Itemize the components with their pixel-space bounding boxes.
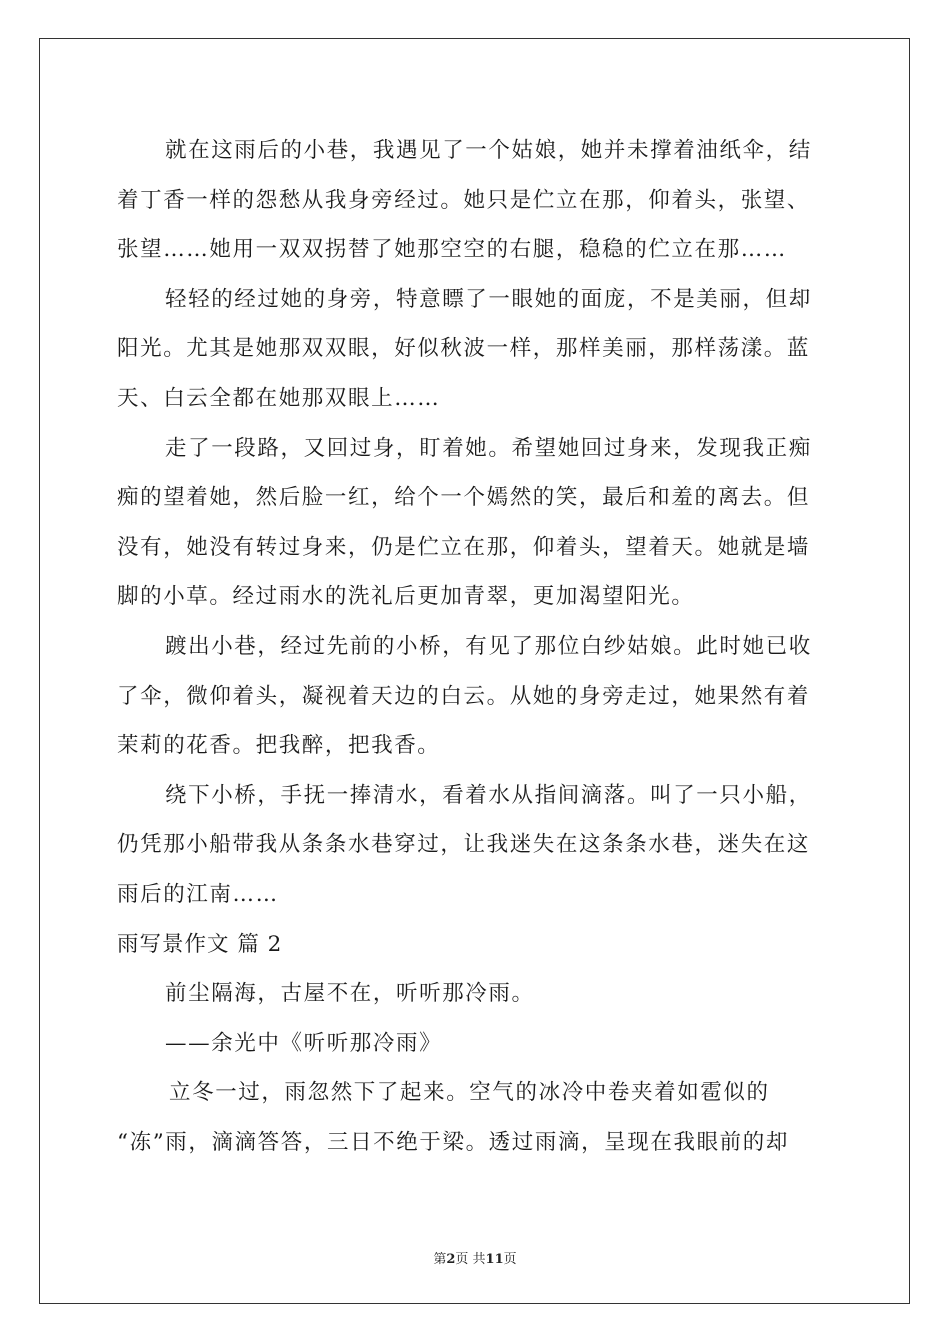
paragraph-line: 没有，她没有转过身来，仍是伫立在那，仰着头，望着天。她就是墙 [117, 534, 811, 560]
paragraph-line: 阳光。尤其是她那双双眼，好似秋波一样，那样美丽，那样荡漾。蓝 [117, 336, 811, 362]
paragraph-line: 天、白云全都在她那双眼上…… [117, 385, 441, 411]
paragraph-line: 走了一段路，又回过身，盯着她。希望她回过身来，发现我正痴 [165, 435, 812, 461]
paragraph-line: 茉莉的花香。把我醉，把我香。 [117, 733, 441, 759]
footer-total-pages: 11 [485, 1252, 504, 1267]
paragraph-line: 立冬一过，雨忽然下了起来。空气的冰冷中卷夹着如雹似的 [169, 1080, 770, 1106]
epigraph-line: 前尘隔海，古屋不在，听听那冷雨。 [165, 981, 535, 1007]
paragraph-line: 张望……她用一双双拐替了她那空空的右腿，稳稳的伫立在那…… [117, 237, 787, 263]
paragraph-line: 轻轻的经过她的身旁，特意瞟了一眼她的面庞，不是美丽，但却 [165, 286, 812, 312]
paragraph-line: 就在这雨后的小巷，我遇见了一个姑娘，她并未撑着油纸伞，结 [165, 138, 812, 163]
paragraph-line: 痴的望着她，然后脸一红，给个一个嫣然的笑，最后和羞的离去。但 [117, 485, 811, 511]
footer-suffix: 页 [503, 1252, 517, 1267]
paragraph-line: 了伞，微仰着头，凝视着天边的白云。从她的身旁走过，她果然有着 [117, 683, 811, 709]
paragraph-line: 绕下小桥，手抚一捧清水，看着水从指间滴落。叫了一只小船， [165, 782, 812, 808]
paragraph-line: 仍凭那小船带我从条条水巷穿过，让我迷失在这条条水巷，迷失在这 [117, 832, 811, 858]
paragraph-line: 踱出小巷，经过先前的小桥，有见了那位白纱姑娘。此时她已收 [165, 633, 812, 659]
page-footer [0, 1248, 950, 1267]
footer-mid: 页 共 [455, 1252, 486, 1267]
footer-prefix: 第 [433, 1252, 447, 1267]
section-heading: 雨写景作文 篇 2 [117, 931, 283, 957]
paragraph-line: 着丁香一样的怨愁从我身旁经过。她只是伫立在那，仰着头，张望、 [117, 187, 811, 213]
document-body [117, 126, 835, 1167]
footer-page-number: 2 [446, 1252, 456, 1267]
paragraph-line: “冻”雨，滴滴答答，三日不绝于梁。透过雨滴，呈现在我眼前的却 [117, 1129, 789, 1155]
paragraph-line: 雨后的江南…… [117, 881, 279, 907]
epigraph-attribution: ——余光中《听听那冷雨》 [165, 1030, 443, 1056]
paragraph-line: 脚的小草。经过雨水的洗礼后更加青翠，更加渴望阳光。 [117, 584, 695, 610]
